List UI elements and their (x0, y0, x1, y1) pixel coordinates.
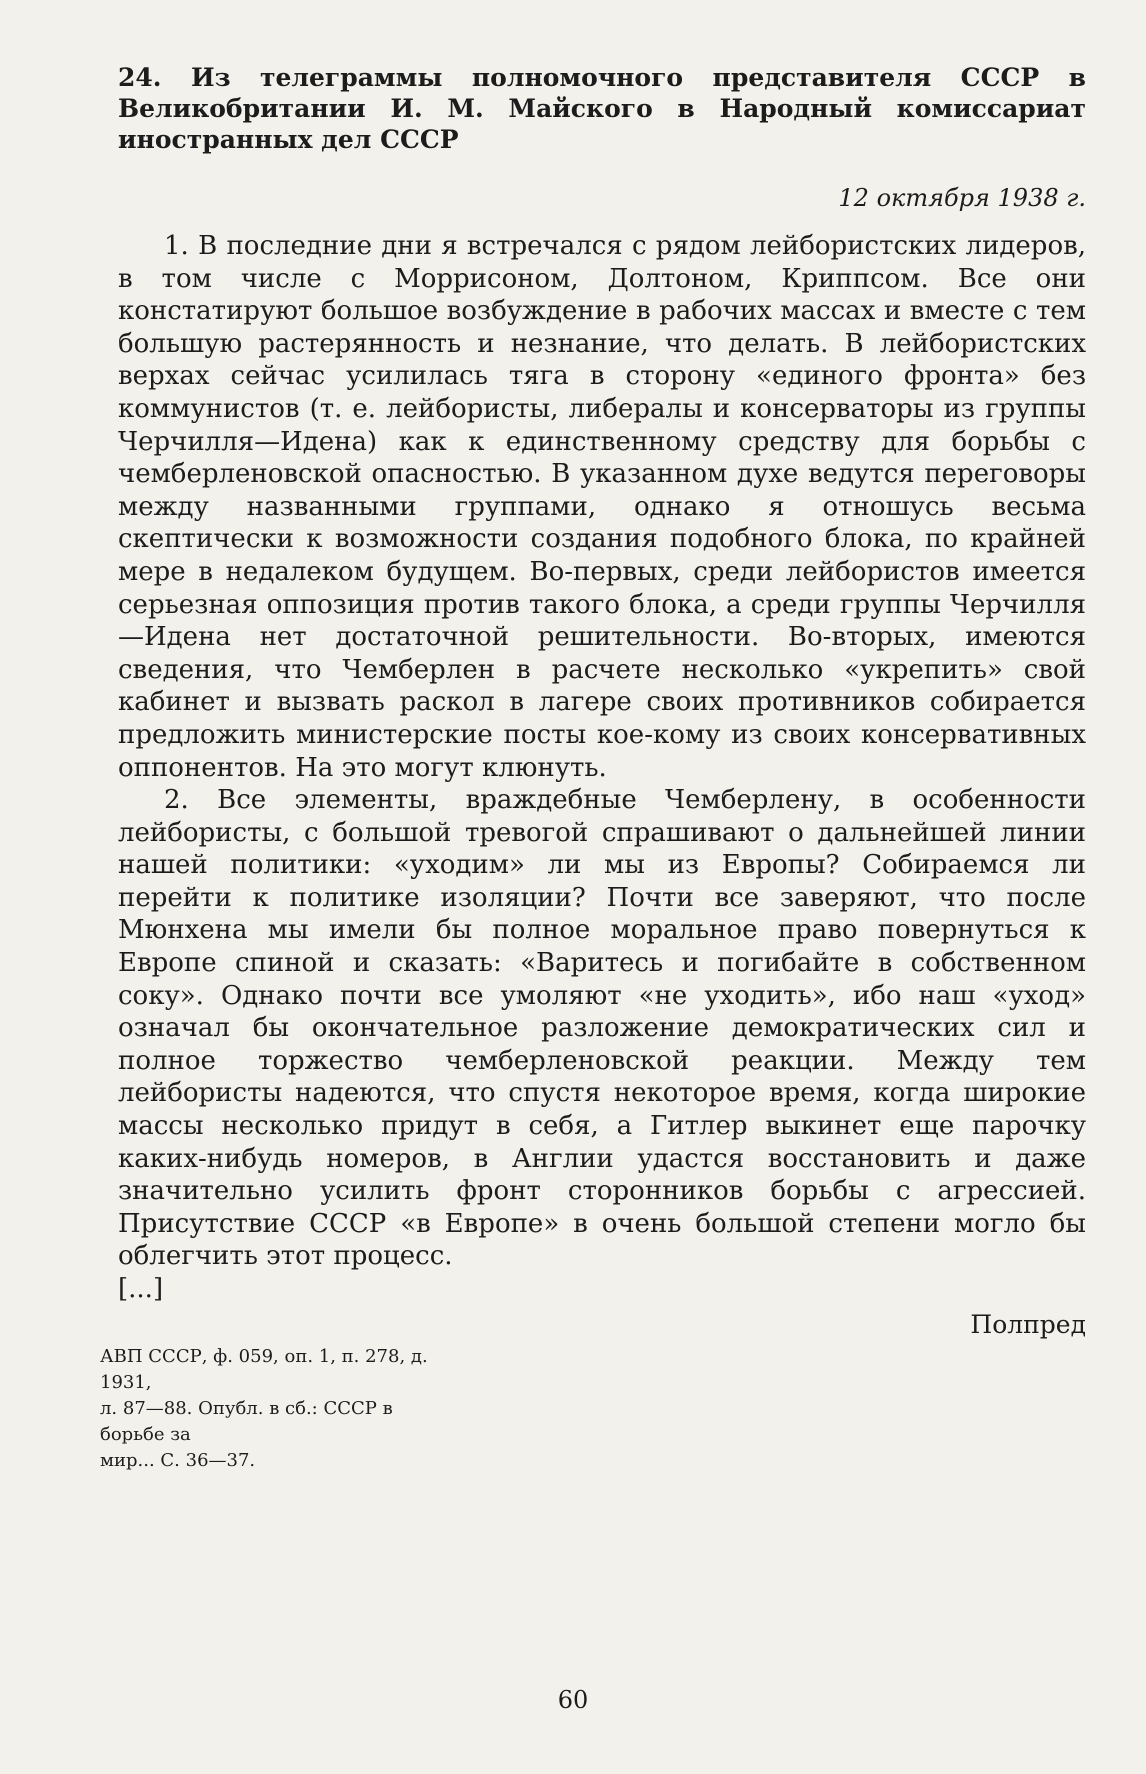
omission-mark: [...] (118, 1274, 164, 1304)
archive-source (100, 1344, 430, 1474)
source-line: АВП СССР, ф. 059, оп. 1, п. 278, д. 1931, (100, 1346, 428, 1393)
paragraph-1: 1. В последние дни я встречался с рядом лейбористских лидеров, в том числе с Моррисоном, Долтоном, Криппсом. Все они констатируют большое возбуждение в рабочих массах и вместе с тем большую растерянность и незнание, что делать. В лейбористских верхах сейчас усилилась тяга в сторону «единого фронта» без коммунистов (т. е. лейбористы, либералы и консерваторы из группы Черчилля—Идена) как к единственному средству для борьбы с чемберленовской опасностью. В указанном духе ведутся переговоры между названными группами, однако я отношусь весьма скептически к возможности создания подобного блока, по крайней мере в недалеком будущем. Во-первых, среди лейбористов имеется серьезная оппозиция против такого блока, а среди группы Черчилля—Идена нет достаточной решительности. Во-вторых, имеются сведения, что Чемберлен в расчете несколько «укрепить» свой кабинет и вызвать раскол в лагере своих противников собирается предложить министерские посты кое-кому из своих консервативных оппонентов. На это могут клюнуть. (118, 231, 1086, 783)
signature: Полпред (970, 1310, 1086, 1339)
source-line: мир... С. 36—37. (100, 1450, 256, 1471)
document-body (118, 230, 1086, 1306)
page-number: 60 (557, 1686, 589, 1714)
document-heading: 24. Из телеграммы полномочного представителя СССР в Великобритании И. М. Майского в Народный комиссариат иностранных дел СССР (118, 63, 1086, 154)
document-date: 12 октября 1938 г. (838, 184, 1086, 212)
source-line: л. 87—88. Опубл. в сб.: СССР в борьбе за (100, 1398, 393, 1445)
paragraph-2: 2. Все элементы, враждебные Чемберлену, в особенности лейбористы, с большой тревогой спрашивают о дальнейшей линии нашей политики: «уходим» ли мы из Европы? Собираемся ли перейти к политике изоляции? Почти все заверяют, что после Мюнхена мы имели бы полное моральное право повернуться к Европе спиной и сказать: «Варитесь и погибайте в собственном соку». Однако почти все умоляют «не уходить», ибо наш «уход» означал бы окончательное разложение демократических сил и полное торжество чемберленовской реакции. Между тем лейбористы надеются, что спустя некоторое время, когда широкие массы несколько придут в себя, а Гитлер выкинет еще парочку каких-нибудь номеров, в Англии удастся восстановить и даже значительно усилить фронт сторонников борьбы с агрессией. Присутствие СССР «в Европе» в очень большой степени могло бы облегчить этот процесс. (118, 785, 1086, 1272)
